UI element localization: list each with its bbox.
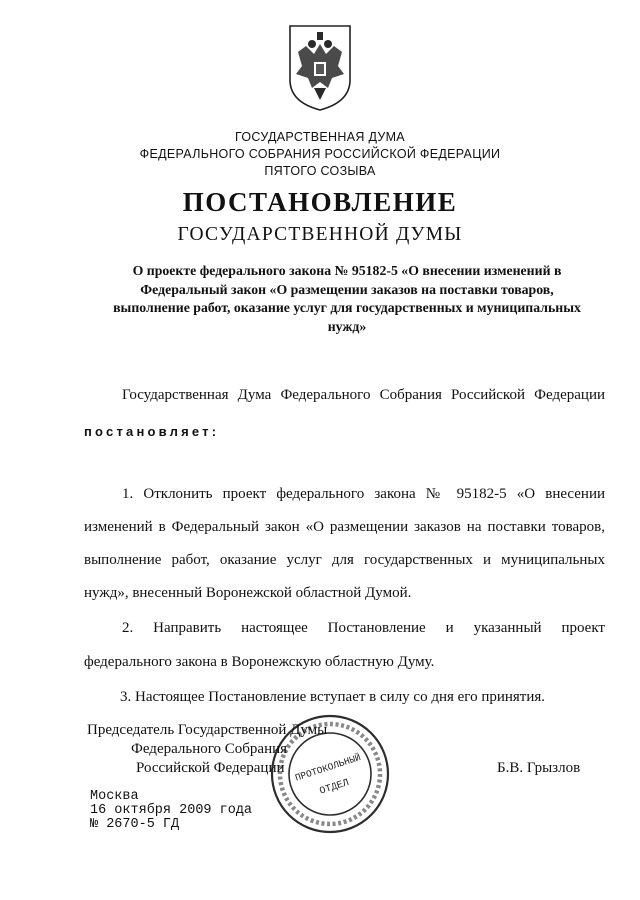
item1-line-3: выполнение работ, оказание услуг для государственных и муниципальных (84, 552, 605, 568)
signatory-title-line-2: Федерального Собрания (131, 741, 288, 757)
stamp-text-line-1: ПРОТОКОЛЬНЫЙ (293, 752, 363, 784)
item2-line-2: федерального закона в Воронежскую областную Думу. (84, 654, 435, 670)
russian-coat-of-arms-icon (284, 22, 356, 112)
document-subtitle: ГОСУДАРСТВЕННОЙ ДУМЫ (177, 224, 463, 245)
document-title: ПОСТАНОВЛЕНИЕ (182, 187, 458, 217)
document-subject (82, 262, 612, 336)
item1-line-4: нужд», внесенный Воронежской областной Думой. (84, 585, 412, 601)
intro-text: Государственная Дума Федерального Собрания Российской Федерации (122, 387, 605, 403)
subject-line-2: Федеральный закон «О размещении заказов на поставки товаров, (140, 281, 554, 297)
item2-line-1: 2. Направить настоящее Постановление и указанный проект (122, 620, 605, 636)
item1-line-1: 1. Отклонить проект федерального закона № 95182-5 «О внесении (122, 486, 605, 502)
document-number: № 2670-5 ГД (90, 817, 180, 832)
item1-line-2: изменений в Федеральный закон «О размещении заказов на поставки товаров, (84, 519, 605, 535)
org-name-line-2: ФЕДЕРАЛЬНОГО СОБРАНИЯ РОССИЙСКОЙ ФЕДЕРАЦИИ (139, 147, 501, 161)
stamp-text-line-2: ОТДЕЛ (318, 777, 351, 798)
convocation-line: ПЯТОГО СОЗЫВА (264, 164, 376, 178)
signatory-title-line-1: Председатель Государственной Думы (87, 722, 328, 738)
subject-line-3: выполнение работ, оказание услуг для государственных и муниципальных (113, 300, 581, 315)
item3-text: 3. Настоящее Постановление вступает в силу со дня его принятия. (120, 689, 546, 705)
subject-line-1: О проекте федерального закона № 95182-5 «О внесении изменений в (132, 263, 562, 278)
subject-line-4: нужд» (327, 318, 367, 334)
signatory-name: Б.В. Грызлов (497, 760, 581, 776)
signing-date: 16 октября 2009 года (90, 803, 253, 818)
org-name-line-1: ГОСУДАРСТВЕННАЯ ДУМА (235, 130, 405, 144)
signatory-title-line-3: Российской Федерации (136, 760, 285, 776)
decides-text: постановляет: (84, 424, 220, 439)
place-of-signing: Москва (90, 789, 139, 804)
